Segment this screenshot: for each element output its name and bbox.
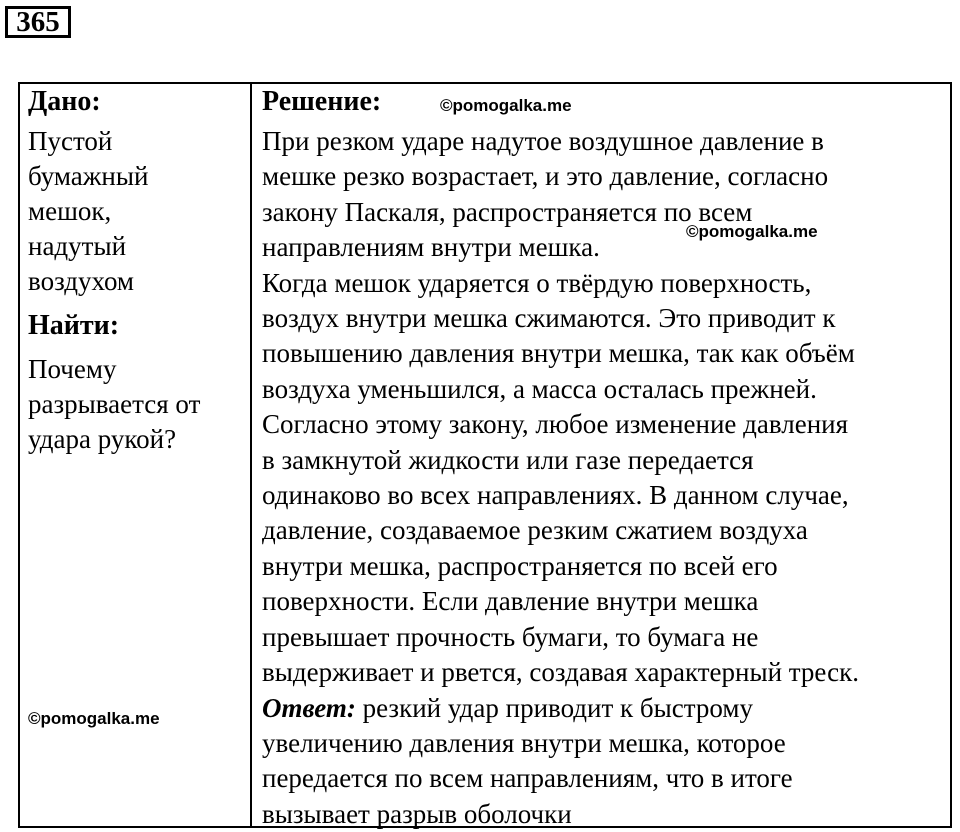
find-heading: Найти: (28, 310, 120, 341)
solution-line: мешке резко возрастает, и это давление, согласно (262, 161, 829, 192)
solution-line: воздуха уменьшился, а масса осталась прежней. (262, 373, 817, 404)
given-line: надутый (28, 231, 127, 261)
problem-number: 365 (5, 6, 71, 38)
solution-line: одинаково во всех направлениях. В данном случае, (262, 480, 849, 511)
solution-line: Согласно этому закону, любое изменение давления (262, 409, 849, 440)
solution-column (262, 84, 952, 829)
solution-line: в замкнутой жидкости или газе передается (262, 444, 754, 475)
solution-line: При резком ударе надутое воздушное давление в (262, 126, 824, 156)
column-divider (250, 84, 252, 826)
solution-line: направлениям внутри мешка. (262, 232, 600, 263)
given-line: Пустой (28, 126, 113, 156)
solution-line: внутри мешка, распространяется по всей его (262, 550, 778, 581)
watermark-top: ©pomogalka.me (440, 96, 572, 115)
answer-line: передается по всем направлениям, что в итоге (262, 763, 793, 794)
solution-line: давление, создаваемое резким сжатием воздуха (262, 515, 808, 546)
solution-line: воздух внутри мешка сжимаются. Это приводит к (262, 303, 836, 334)
find-line: разрывается от (28, 389, 201, 419)
solution-line: выдерживает и рвется, создавая характерный треск. (262, 657, 859, 688)
given-text (28, 124, 246, 299)
solution-line: Когда мешок ударяется о твёрдую поверхность, (262, 267, 812, 298)
given-line: бумажный (28, 161, 149, 191)
solution-heading: Решение: (262, 86, 382, 117)
solution-text (262, 124, 952, 832)
watermark-middle: ©pomogalka.me (686, 222, 818, 241)
solution-line: превышает прочность бумаги, то бумага не (262, 621, 759, 652)
solution-line: повышению давления внутри мешка, так как объём (262, 338, 855, 369)
given-line: мешок, (28, 196, 112, 226)
answer-line (262, 691, 952, 726)
answer-label: Ответ: (262, 692, 356, 723)
answer-line: вызывает разрыв оболочки (262, 798, 572, 829)
solution-line: поверхности. Если давление внутри мешка (262, 586, 759, 617)
answer-line: увеличению давления внутри мешка, которое (262, 727, 786, 758)
watermark-bottom-left: ©pomogalka.me (28, 709, 160, 728)
find-line: Почему (28, 354, 117, 384)
answer-first-line: резкий удар приводит к быстрому (355, 692, 753, 723)
find-line: удара рукой? (28, 424, 177, 454)
find-text (28, 352, 246, 457)
given-line: воздухом (28, 266, 135, 296)
solution-line: закону Паскаля, распространяется по всем (262, 196, 753, 227)
given-heading: Дано: (28, 86, 101, 117)
